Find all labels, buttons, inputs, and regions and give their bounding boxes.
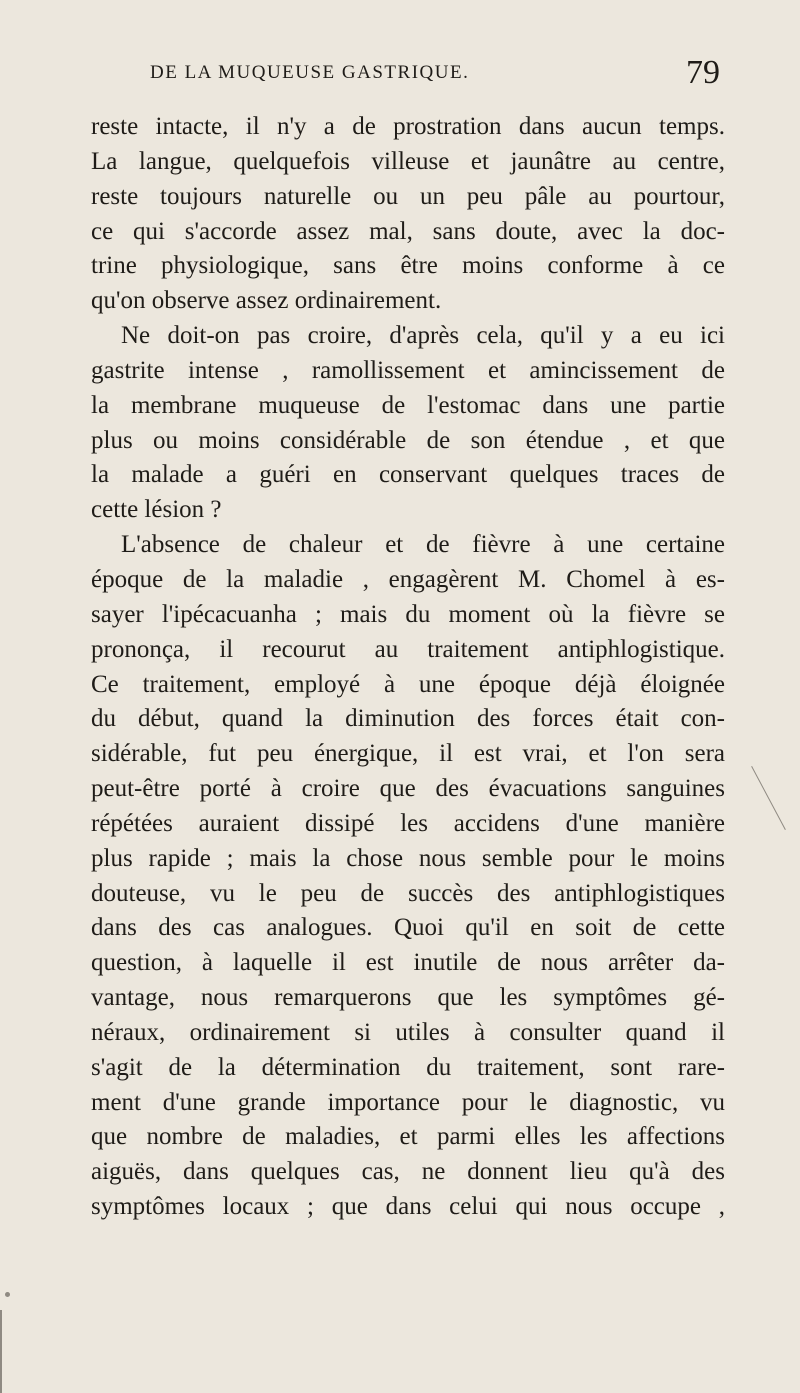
text-line: la malade a guéri en conservant quelques traces de bbox=[91, 461, 725, 489]
text-line: cette lésion ? bbox=[91, 496, 222, 524]
text-line: reste intacte, il n'y a de prostration dans aucun temps. bbox=[91, 113, 725, 140]
text-line: question, à laquelle il est inutile de nous arrêter da- bbox=[91, 949, 725, 977]
running-title: DE LA MUQUEUSE GASTRIQUE. bbox=[150, 62, 470, 83]
page-header bbox=[150, 54, 720, 98]
text-line: du début, quand la diminution des forces était con- bbox=[91, 705, 725, 733]
text-line: dans des cas analogues. Quoi qu'il en soit de cette bbox=[91, 914, 725, 942]
text-line: ment d'une grande importance pour le diagnostic, vu bbox=[91, 1088, 725, 1116]
text-line: plus ou moins considérable de son étendue , et que bbox=[91, 426, 725, 454]
text-line: douteuse, vu le peu de succès des antiphlogistiques bbox=[91, 879, 725, 907]
text-line: prononça, il recourut au traitement antiphlogistique. bbox=[91, 635, 725, 663]
text-line: s'agit de la détermination du traitement, sont rare- bbox=[91, 1053, 725, 1081]
paragraph-start-line: Ne doit-on pas croire, d'après cela, qu'il y a eu ici bbox=[121, 322, 725, 350]
text-line: époque de la maladie , engagèrent M. Chomel à es- bbox=[91, 565, 725, 593]
text-line: sidérable, fut peu énergique, il est vrai, et l'on sera bbox=[91, 740, 725, 768]
body-text bbox=[91, 110, 725, 1225]
text-line: plus rapide ; mais la chose nous semble pour le moins bbox=[91, 844, 725, 872]
text-line: reste toujours naturelle ou un peu pâle au pourtour, bbox=[91, 182, 725, 210]
text-line: trine physiologique, sans être moins conforme à ce bbox=[91, 252, 725, 280]
text-line: ce qui s'accorde assez mal, sans doute, avec la doc- bbox=[91, 217, 725, 245]
text-line: sayer l'ipécacuanha ; mais du moment où la fièvre se bbox=[91, 600, 725, 628]
text-line: qu'on observe assez ordinairement. bbox=[91, 287, 442, 315]
page-number: 79 bbox=[686, 54, 720, 91]
paragraph-start-line: L'absence de chaleur et de fièvre à une certaine bbox=[121, 531, 725, 559]
text-line: répétées auraient dissipé les accidens d'une manière bbox=[91, 809, 725, 837]
scan-mark bbox=[751, 766, 786, 830]
text-line: La langue, quelquefois villeuse et jaunâtre au centre, bbox=[91, 147, 725, 175]
text-line: néraux, ordinairement si utiles à consulter quand il bbox=[91, 1018, 725, 1046]
text-line: gastrite intense , ramollissement et amincissement de bbox=[91, 356, 725, 384]
text-line: que nombre de maladies, et parmi elles les affections bbox=[91, 1123, 725, 1151]
text-line: vantage, nous remarquerons que les symptômes gé- bbox=[91, 984, 725, 1012]
text-line: aiguës, dans quelques cas, ne donnent lieu qu'à des bbox=[91, 1158, 725, 1186]
text-line: symptômes locaux ; que dans celui qui nous occupe , bbox=[91, 1193, 725, 1221]
text-line: peut-être porté à croire que des évacuations sanguines bbox=[91, 775, 725, 803]
page-edge-shadow bbox=[0, 1310, 2, 1393]
text-line: Ce traitement, employé à une époque déjà éloignée bbox=[91, 670, 725, 698]
text-line: la membrane muqueuse de l'estomac dans une partie bbox=[91, 391, 725, 419]
scan-speck bbox=[5, 1292, 10, 1297]
